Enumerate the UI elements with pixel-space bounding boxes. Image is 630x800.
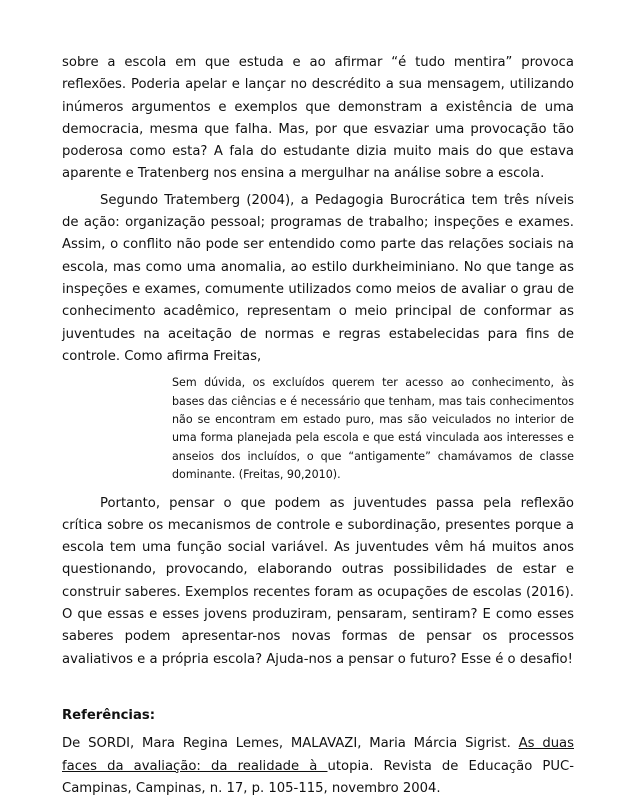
paragraph-1: sobre a escola em que estuda e ao afirmar “é tudo mentira” provoca reflexões. Poderia apelar e lançar no descrédito a sua mensagem, utilizando inúmeros argumentos e exemplos que demonstram a existência de uma democracia, mesma que falha. Mas, por que esvaziar uma provocação tão poderosa como esta? A fala do estudante dizia muito mais do que estava aparente e Tratenberg nos ensina a mergulhar na análise sobre a escola. bbox=[62, 55, 574, 182]
document-page bbox=[62, 52, 574, 800]
references-heading: Referências: bbox=[62, 707, 155, 723]
paragraph-3: Portanto, pensar o que podem as juventudes passa pela reflexão crítica sobre os mecanismos de controle e subordinação, presentes porque a escola tem uma função social variável. As juventudes vêm há muitos anos questionando, provocando, elaborando outras possibilidades de estar e construir saberes. Exemplos recentes foram as ocupações de escolas (2016). O que essas e esses jovens produziram, pensaram, sentiram? E como esses saberes podem apresentar-nos novas formas de pensar os processos avaliativos e a própria escola? Ajuda-nos a pensar o futuro? Esse é o desafio! bbox=[62, 495, 574, 667]
block-quote: Sem dúvida, os excluídos querem ter acesso ao conhecimento, às bases das ciências e é necessário que tenham, mas tais conhecimentos não se encontram em estado puro, mas são veiculados no interior de uma forma planejada pela escola e que está vinculada aos interesses e anseios dos incluídos, o que “antigamente” chamávamos de classe dominante. (Freitas, 90,2010). bbox=[172, 376, 574, 482]
reference-authors: De SORDI, Mara Regina Lemes, MALAVAZI, Maria Márcia Sigrist. bbox=[62, 736, 519, 752]
paragraph-2: Segundo Tratemberg (2004), a Pedagogia Burocrática tem três níveis de ação: organização pessoal; programas de trabalho; inspeções e exames. Assim, o conflito não pode ser entendido como parte das relações sociais na escola, mas como uma anomalia, ao estilo durkheiminiano. No que tange as inspeções e exames, comumente utilizados como meios de avaliar o grau de conhecimento acadêmico, representam o meio principal de conformar as juventudes na aceitação de normas e regras estabelecidas para fins de controle. Como afirma Freitas, bbox=[62, 192, 574, 364]
reference-title: As duas faces da avaliação: da realidade à bbox=[62, 736, 574, 774]
reference-details: utopia. Revista de Educação PUC-Campinas, Campinas, n. 17, p. 105-115, novembro 2004. bbox=[62, 758, 574, 796]
